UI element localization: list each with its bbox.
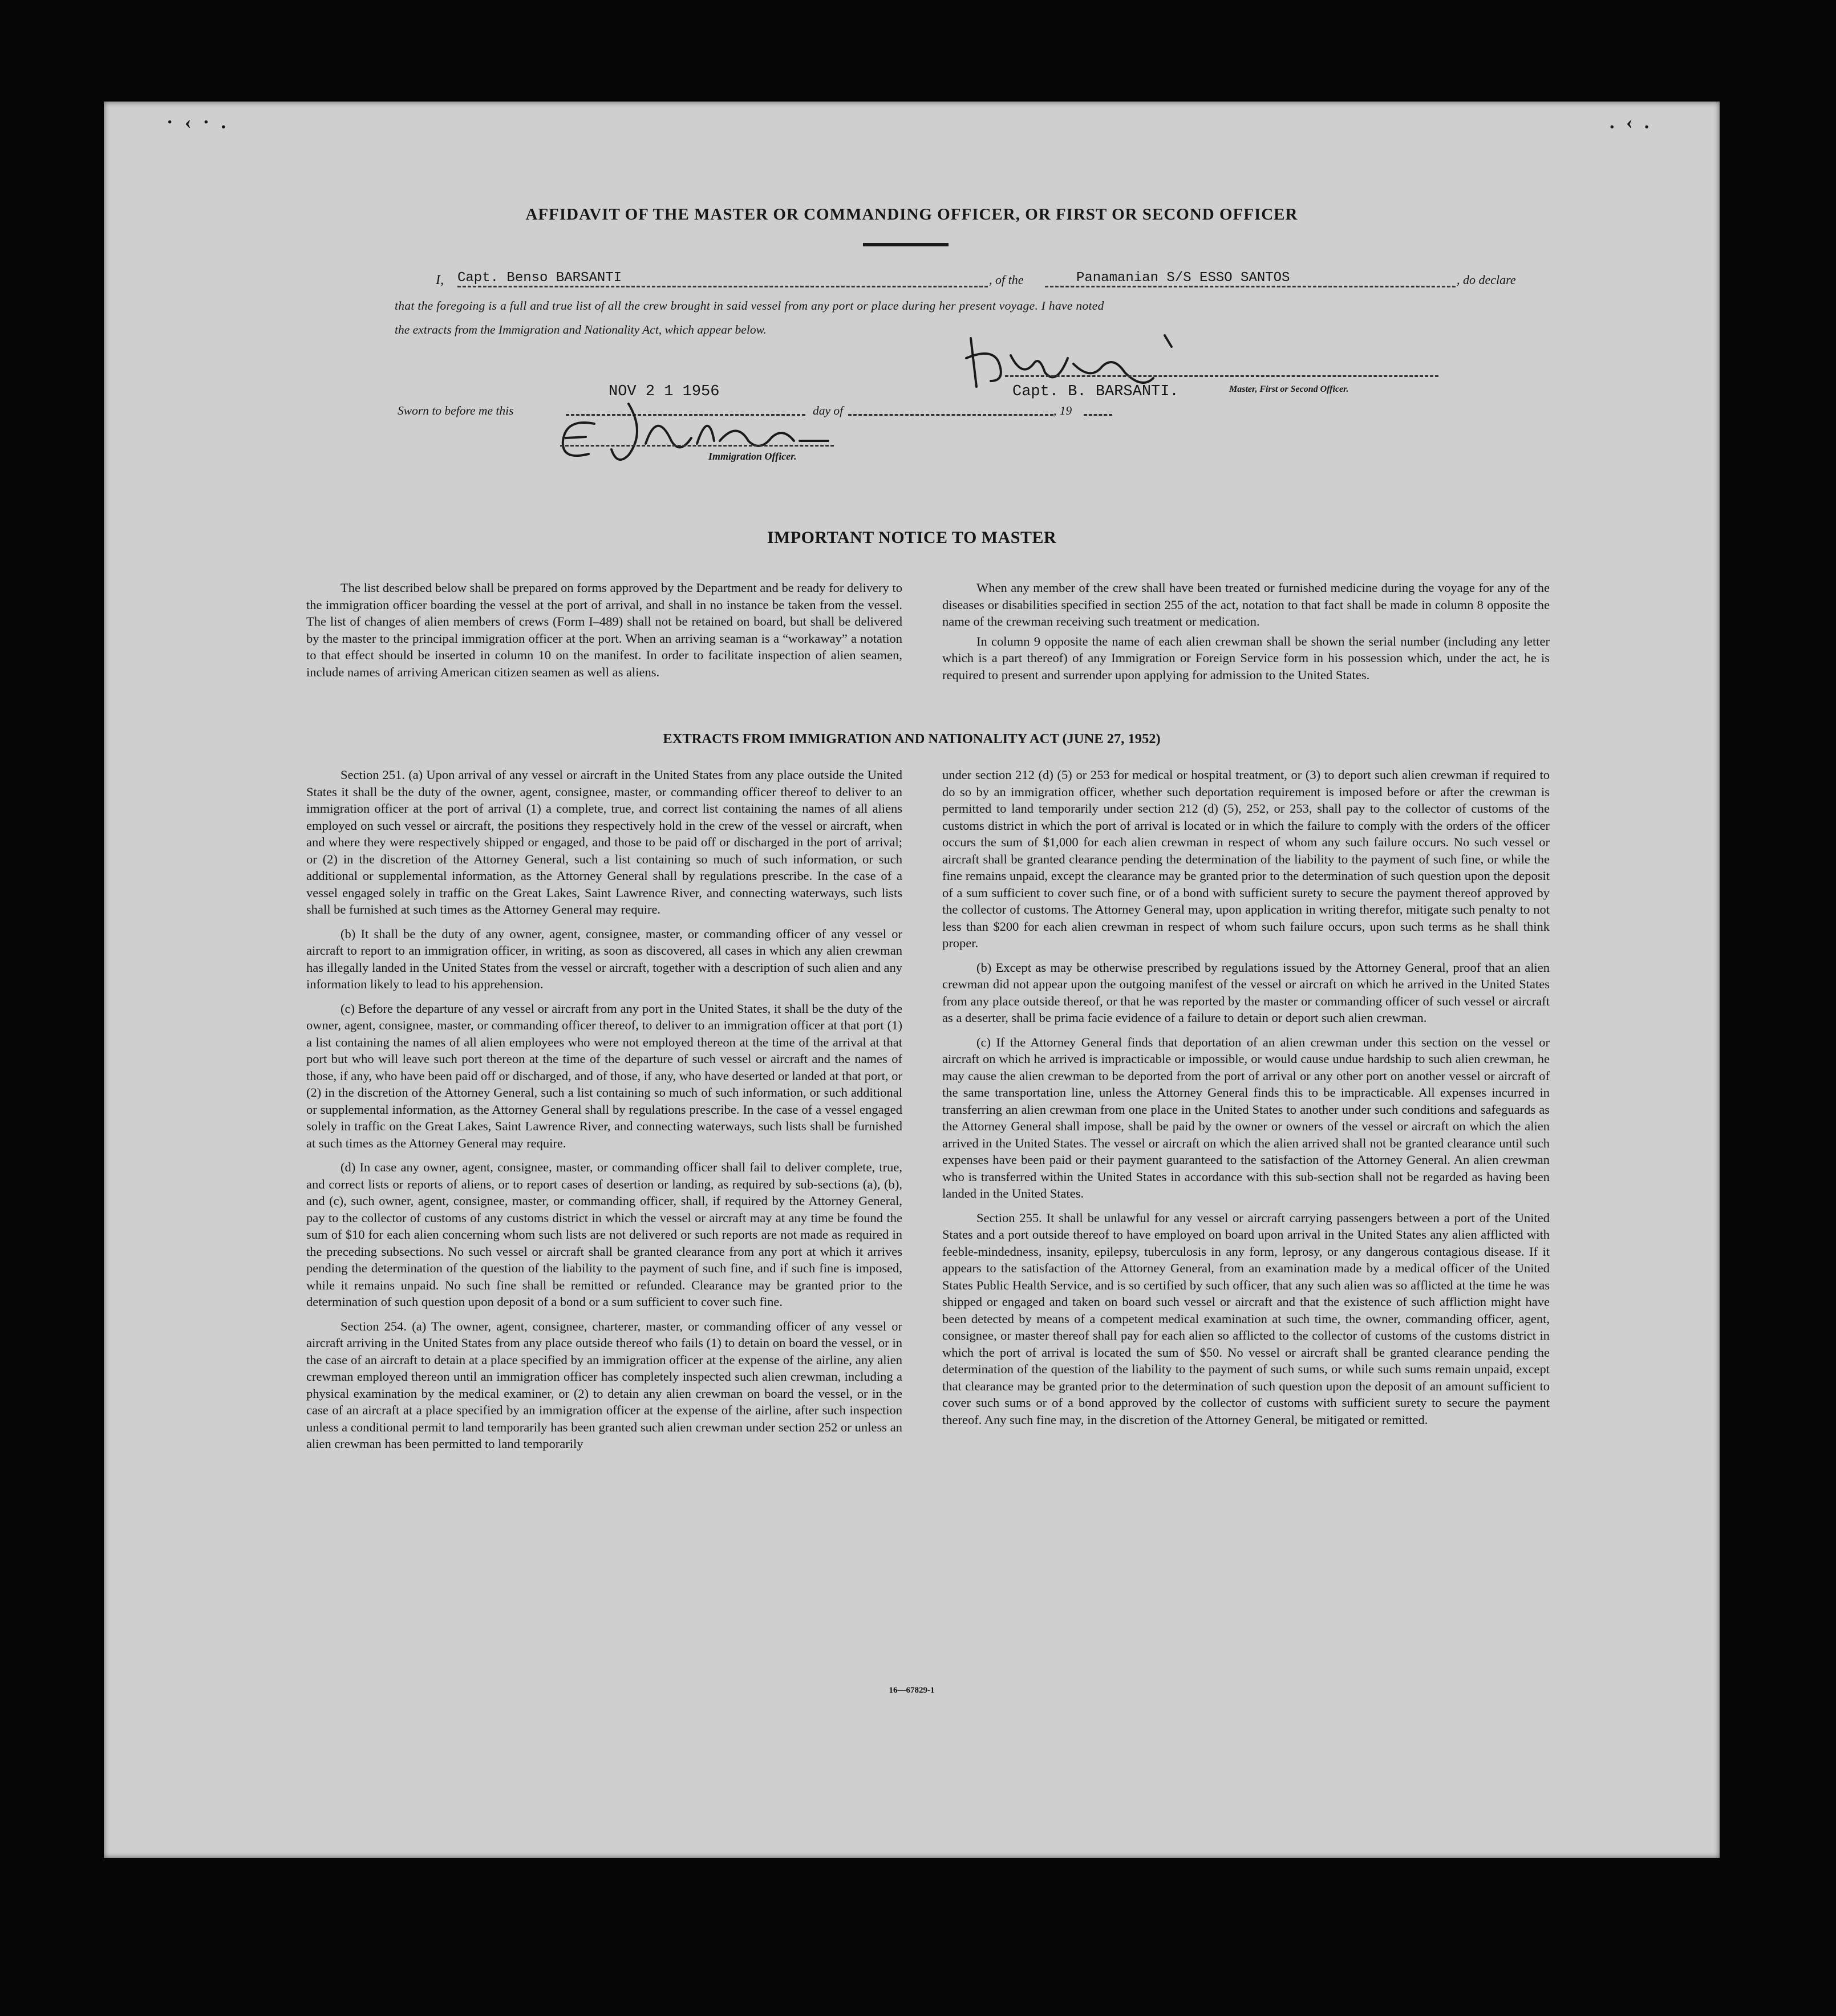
declarant-name-field: Capt. Benso BARSANTI [457, 270, 988, 287]
title-rule [863, 243, 949, 246]
immigration-officer-signature [532, 387, 874, 472]
act-section-paragraph: Section 255. It shall be unlawful for any vessel or aircraft carrying passengers between a port of the United States and a port outside thereof to have employed on board upon arrival in the United States any alien afflicted with feeble-mindedness, insanity, epilepsy, tuberculosis in any form, leprosy, or any dangerous contagious disease. If it appears to the satisfaction of the Attorney General, from an examination made by a medical officer of the United States Public Health Service, and is so certified by such officer, that any such alien was so afflicted at the time he was shipped or engaged and taken on board such vessel or aircraft and that the existence of such affliction might have been detected by means of a competent medical examination at such time, the owner, commanding officer, agent, consignee, or master thereof shall pay for each alien so afflicted to the collector of customs of the customs district in which the port of arrival is located the sum of $50. No vessel or aircraft shall be granted clearance pending the determination of the question of the liability to the payment of such sums, or while such sums remain unpaid, except that clearance may be granted prior to the determination of such question upon the deposit of an amount sufficient to cover such sums or of a bond approved by the collector of customs with sufficient surety to secure the payment thereof. Any such fine may, in the discretion of the Attorney General, be mitigated or remitted. [942, 1210, 1550, 1427]
act-section-paragraph: (d) In case any owner, agent, consignee, master, or commanding officer shall fail to deliver complete, true, and correct lists or reports of aliens, or to report cases of desertion or landing, as required by sub-sections (a), (b), and (c), such owner, agent, consignee, master, or commanding officer, shall, if required by the Attorney General, pay to the collector of customs of any customs district in which the vessel or aircraft may at any time be found the sum of $10 for each alien concerning whom such lists are not delivered or such reports are not made as required in the preceding subsections. No such vessel or aircraft shall be granted clearance from any port at which it arrives pending the determination of the question of the liability to the payment of such fine, and if such fine is imposed, while it remains unpaid. No such fine shall be remitted or refunded. Clearance may be granted prior to the determination of such question upon deposit of a bond or a sum sufficient to cover such fine. [306, 1160, 902, 1309]
affidavit-body-line-2: the extracts from the Immigration and Nationality Act, which appear below. [395, 323, 767, 336]
officer-typed-name: Capt. B. BARSANTI. [1012, 383, 1179, 400]
affidavit-body-line-1: that the foregoing is a full and true list of all the crew brought in said vessel from any port or place during her present voyage. I have noted [395, 299, 1104, 313]
notice-right-column [942, 579, 1550, 683]
extracts-left-column [306, 766, 902, 1453]
day-of-label: day of [813, 404, 844, 417]
act-section-paragraph: (c) If the Attorney General finds that deportation of an alien crewman under this section on the vessel or aircraft on which he arrived is impracticable or impossible, or would cause undue hardship to such alien crewman, he may cause the alien crewman to be deported from the port of arrival or any other port on another vessel or aircraft of the same transportation line, unless the Attorney General finds this to be impracticable. All expenses incurred in transferring an alien crewman from one place in the United States to another under such conditions and safeguards as the Attorney General shall impose, shall be paid by the owner or owners of the vessel or aircraft on which the alien arrived in the United States. The vessel or aircraft on which the alien arrived shall not be granted clearance until such expenses have been paid or their payment guaranteed to the satisfaction of the Attorney General. An alien crewman who is transferred within the United States in accordance with this sub-section shall not be regarded as having been landed in the United States. [942, 1035, 1550, 1200]
notice-left-column [306, 579, 902, 680]
act-section-paragraph: (c) Before the departure of any vessel or aircraft from any port in the United States, it shall be the duty of the owner, agent, consignee, master, or commanding officer thereof, to deliver to an immigration officer at that port (1) a list containing the names of all alien employees who were not employed thereon at the time of the arrival at that port but who will leave such port thereon at the time of the departure of such vessel or aircraft and the names of those, if any, who have been paid off or discharged, and of those, if any, who have deserted or landed at that port, or (2) in the discretion of the Attorney General, such a list containing so much of such information, or such additional or supplemental information, as the Attorney General shall by regulations prescribe. In the case of a vessel engaged solely in traffic on the Great Lakes, Saint Lawrence River, and connecting waterways, such lists shall be furnished at such times as the Attorney General may require. [306, 1001, 902, 1150]
sworn-label: Sworn to before me this [398, 404, 514, 417]
officer-caption: Master, First or Second Officer. [1229, 384, 1349, 394]
form-number: 16—67829-1 [889, 1686, 935, 1695]
extracts-title: EXTRACTS FROM IMMIGRATION AND NATIONALITY ACT (JUNE 27, 1952) [663, 731, 1161, 747]
do-declare-label: , do declare [1457, 273, 1516, 287]
act-section-paragraph: Section 254. (a) The owner, agent, consignee, charterer, master, or commanding officer of any vessel or aircraft arriving in the United States from any place outside thereof who fails (1) to detain on board the vessel, or in the case of an aircraft to detain at a place specified by an immigration officer at the expense of the airline, any alien crewman employed thereon until an immigration officer has completely inspected such alien crewman, including a physical examination by the medical examiner, or (2) to detain any alien crewman on board the vessel, or in the case of an aircraft at a place specified by an immigration officer at the expense of the airline, after such inspection unless a conditional permit to land temporarily has been granted such alien crewman under section 252 or unless an alien crewman has been permitted to land temporarily [306, 1319, 902, 1451]
act-section-paragraph: Section 251. (a) Upon arrival of any vessel or aircraft in the United States from any place outside the United States it shall be the duty of the owner, agent, consignee, master, or commanding officer thereof to deliver to an immigration officer at the port of arrival (1) a complete, true, and correct list containing the names of all aliens employed on such vessel or aircraft, the positions they respectively hold in the crew of the vessel or aircraft, when and where they were respectively shipped or engaged, and those to be paid off or discharged in the port of arrival; or (2) in the discretion of the Attorney General, such a list containing so much of such information, or such additional or supplemental information, as the Attorney General shall by regulations prescribe. In the case of a vessel engaged solely in traffic on the Great Lakes, Saint Lawrence River, and connecting waterways, such lists shall be furnished at such times as the Attorney General may require. [306, 768, 902, 916]
extracts-right-column [942, 766, 1550, 1428]
vessel-name-field: Panamanian S/S ESSO SANTOS [1045, 270, 1456, 287]
act-section-paragraph: (b) Except as may be otherwise prescribed by regulations issued by the Attorney General, proof that an alien crewman did not appear upon the outgoing manifest of the vessel or aircraft on which he arrived in the United States from any place outside thereof, or that he was reported by the master or commanding officer of such vessel or aircraft as a deserter, shall be prima facie evidence of a failure to detain or deport such alien crewman. [942, 960, 1550, 1025]
immigration-officer-caption: Immigration Officer. [708, 451, 797, 462]
document-page [104, 102, 1720, 1858]
affidavit-title: AFFIDAVIT OF THE MASTER OR COMMANDING OFFICER, OR FIRST OR SECOND OFFICER [525, 205, 1298, 224]
notice-paragraph: The list described below shall be prepared on forms approved by the Department and be ready for delivery to the immigration officer boarding the vessel at the port of arrival, and shall in no instance be taken from the vessel. The list of changes of alien members of crews (Form I–489) shall not be retained on board, but shall be delivered by the master to the principal immigration officer at the port. When an arriving seaman is a “workaway” a notation to that effect should be inserted in column 10 on the manifest. In order to facilitate inspection of alien seamen, include names of arriving American citizen seamen as well as aliens. [306, 581, 902, 679]
year-prefix: , 19 [1053, 404, 1072, 417]
corner-mark-left: · ‹ · . [167, 112, 229, 133]
stamp-date: NOV 2 1 1956 [609, 383, 720, 400]
master-signature-line [1005, 375, 1438, 377]
corner-mark-right: . ‹ . [1610, 112, 1653, 133]
month-field [848, 414, 1053, 416]
act-section-paragraph: (b) It shall be the duty of any owner, agent, consignee, master, or commanding officer of any vessel or aircraft to report to an immigration officer, in writing, as soon as discovered, all cases in which any alien crewman has illegally landed in the United States from the vessel or aircraft, together with a description of such alien and any information likely to lead to his apprehension. [306, 926, 902, 991]
immigration-officer-signature-line [560, 445, 834, 447]
affidavit-prefix: I, [436, 273, 444, 287]
notice-title: IMPORTANT NOTICE TO MASTER [767, 528, 1057, 547]
year-field [1084, 414, 1112, 416]
notice-paragraph: When any member of the crew shall have been treated or furnished medicine during the voyage for any of the diseases or disabilities specified in section 255 of the act, notation to that fact shall be made in column 8 opposite the name of the crewman receiving such treatment or medication. [942, 581, 1550, 628]
of-the-label: , of the [989, 273, 1024, 287]
notice-paragraph: In column 9 opposite the name of each alien crewman shall be shown the serial number (including any letter which is a part thereof) of any Immigration or Foreign Service form in his possession which, under the act, he is required to present and surrender upon applying for admission to the United States. [942, 634, 1550, 682]
act-section-paragraph: under section 212 (d) (5) or 253 for medical or hospital treatment, or (3) to deport such alien crewman if required to do so by an immigration officer, whether such deportation requirement is imposed before or after the crewman is permitted to land temporarily under section 212 (d) (5), 252, or 253, shall pay to the collector of customs of the customs district in which the port of arrival is located or in which the failure to comply with the orders of the officer occurs the sum of $1,000 for each alien crewman in respect of whom any such failure occurs. No such vessel or aircraft shall be granted clearance pending the determination of the liability to the payment of such fine, or while the fine remains unpaid, except the clearance may be granted prior to the determination of such question upon the deposit of a sum sufficient to cover such fine, or of a bond with sufficient surety to secure the payment thereof approved by the collector of customs. The Attorney General may, upon application in writing therefor, mitigate such penalty to not less than $200 for each alien crewman in respect of whom such failure occurs, upon such terms as he shall think proper. [942, 768, 1550, 950]
